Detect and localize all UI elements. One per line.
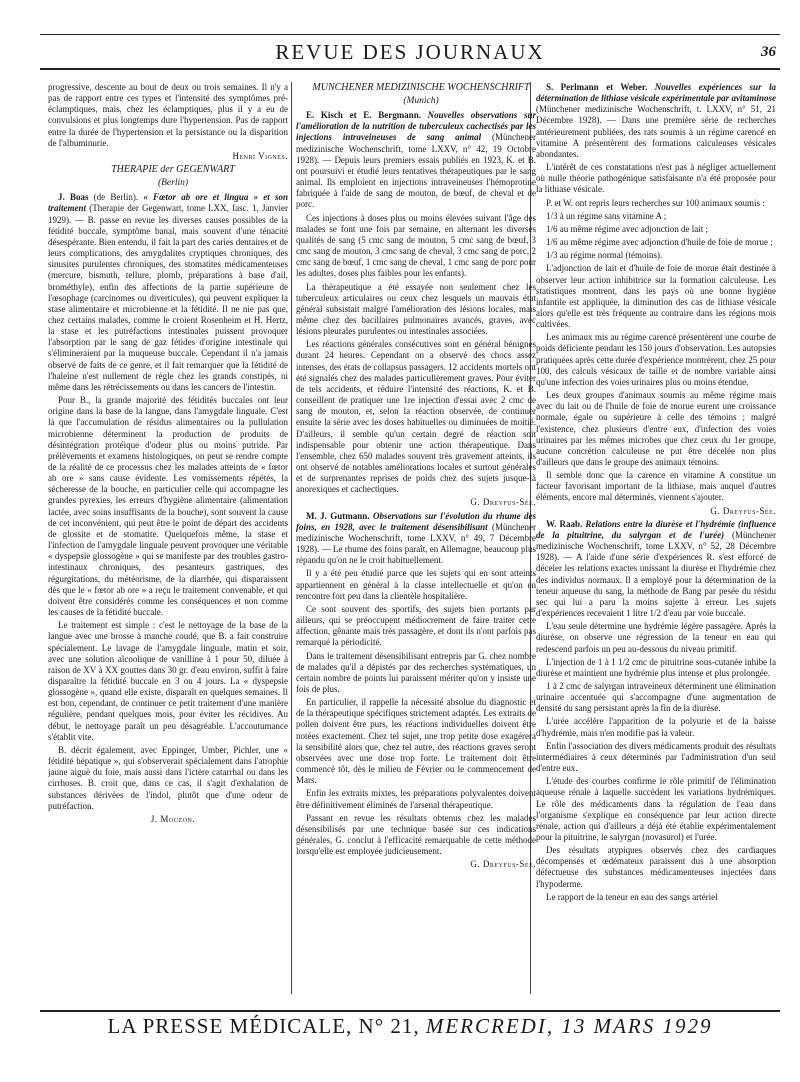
paragraph: En particulier, il rappelle la nécessité absolue du diagnostic et de la thérapeutique spécifiques strictement adaptés. Les extraits de pollen doivent être purs, les réactions individuelles doivent être notées exactement. Chez tel sujet, une trop petite dose exagérera la sensibilité alors que, chez tel autre, des réactions graves seront observées avec une dose trop forte. Le traitement doit être commencé tôt, dès le milieu de Février ou le commencement de Mars. (296, 697, 536, 786)
author-signature: Henri Vignes. (232, 150, 288, 161)
paragraph: Les animaux mis au régime carencé présentèrent une courbe de poids déficiente pendant les 150 jours d'observation. Les autopsies pratiquées après cette durée d'expérience montrèrent, chez 25 pour 100, des calculs vésicaux de taille et de nombre variable ainsi qu'une infection des voies urinaires plus ou moins étendue. (536, 332, 776, 387)
article-reference: (Münchener medizinische Wochenschrift, t. LXXV, n° 51, 21 Décembre 1928). — (536, 104, 776, 126)
article-reference: (Münchener medizinische Wochenschrift, tome LXXV, n° 52, 28 Décembre 1928). — (536, 529, 776, 563)
paragraph: L'injection de 1 à 1 1/2 cmc de pituitrine sous-cutanée inhibe la diurèse et maintient une hydrémie plus intense et plus prolongée. (536, 656, 776, 678)
article-header (536, 519, 776, 619)
journal-header (40, 38, 780, 70)
article-author: S. Perlmann et Weber. (546, 82, 648, 92)
paragraph: progressive, descente au bout de deux ou trois semaines. Il n'y a pas de rapport entre ces types et l'intensité des symptômes pré-éclamptiques, mais, chez les éclamptiques, plus il y a eu de convulsions et plus longtemps dure l'hypertension. Pas de rapport entre la durée de l'hypertension et la persistance ou la disparition de l'albuminurie. (48, 82, 288, 148)
paragraph: B. passe en revue les diverses causes possibles de la fétidité buccale, symptôme banal, mais souvent d'une ténacité désespérante. Bien entendu, il fait la part des caries dentaires et de leurs complications, des amygdalites cryptiques chroniques, des sinusites purulentes chroniques, des stomatites médicamenteuses (mercure, bismuth, tellure, plomb, préparations à base d'ail, brométhyle), enfin des affections de la partie supérieure de l'œsophage (carcinomes ou diverticules), qui peuvent expliquer la stase alimentaire et microbienne et la fétidité. Il ne nie pas que, chez certains malades, comme le croient Rosenheim et H. Hertz, la stase et les putréfactions intestinales puissent provoquer l'absorption par le sang de gaz fétides d'origine intestinale qui s'élimineraient par la muqueuse buccale. Cependant il n'a jamais observé de faits de ce genre, et il fait remarquer que la fétidité de l'haleine n'est nullement de règle chez les grands constipés, ni même dans les rétrécissements ou dans les cancers de l'intestin. (48, 214, 288, 392)
paragraph: Dans le traitement désensibilisant entrepris par G. chez nombre de malades qu'il a dépistés par des recherches systématiques, un certain nombre de points lui paraissent mériter qu'on y insiste une fois de plus. (296, 650, 536, 694)
paragraph: La thérapeutique a été essayée non seulement chez les tuberculeux articulaires ou ceux chez lesquels un mauvais état général subsistait malgré l'amélioration des lésions locales, mais même chez des bacillaires pulmonaires avancés, graves, avec lésions pleurales purulentes ou intestinales associées. (296, 281, 536, 337)
list-item: 1/6 au même régime avec adjonction de lait ; (546, 223, 708, 234)
article-header (536, 82, 776, 160)
article-reference: (Münchener medizinische Wochenschrift, tome LXXV, n° 42, 19 Octobre 1928). — (296, 132, 536, 165)
author-signature: G. Dreyfus-Sée. (470, 859, 536, 870)
list-item: 1/6 au même régime avec adjonction d'huile de foie de morue ; (546, 237, 773, 248)
list-item: 1/3 au régime normal (témoins). (546, 250, 663, 261)
page-footer (40, 1014, 780, 1039)
paragraph: Pour B., la grande majorité des fétidités buccales ont leur origine dans la base de la langue, dans l'amygdale linguale. C'est là que l'accumulation de résidus alimentaires ou la pullulation microbienne déterminent la production de produits de désintégration protéique d'odeur plus ou moins putride. Par prélèvements et examens histologiques, on peut se rendre compte de la réalité de ce processus chez les malades atteints de « fœtor ab ore » sans cause évidente. Les vomissements répétés, la sécheresse de la bouche, en particulier celle qui accompagne les grandes pyrexies, les erreurs d'hygiène alimentaire (alimentation lactée, avec soins insuffisants de la bouche), sont souvent la cause de cet inconvénient, qui peut être le point de départ des accidents de glossite et de stomatite. Quelquefois même, la stase et l'infection de l'amygdale linguale peuvent provoquer une véritable « dyspepsie glossogène » qui se manifeste par des troubles gastro-intestinaux chroniques, des pesanteurs gastriques, des régurgitations, du météorisme, de la diarrhée, qui disparaissent dès que le « fœtor ab ore » a reçu le traitement convenable, et qui doivent être considérés comme les conséquences et non comme les causes de la fétidité buccale. (48, 395, 288, 618)
paragraph: L'urée accélère l'apparition de la polyurie et de la baisse d'hydrémie, mais n'en modifie pas la valeur. (536, 716, 776, 738)
author-signature: J. Mouzon. (150, 813, 196, 824)
article-title: Relations entre la diurèse et l'hydrémie (influence de la pituitrine, du salyrgan et de l'urée) (536, 518, 776, 540)
article-title: « Fœtor ab ore et lingua » et son traitement (48, 192, 288, 214)
paragraph: Passant en revue les résultats obtenus chez les malades désensibilisés par une technique basée sur ces indications générales, G. conclut à l'efficacité remarquable de cette méthode lorsqu'elle est employée judicieusement. (296, 812, 536, 857)
paragraph: 1 à 2 cmc de salyrgan intraveineux déterminent une élimination urinaire accentuée qui s'accompagne d'une augmentation de densité du sang persistant après la fin de la diurèse. (536, 680, 776, 714)
article-reference: (Münchener medizinische Wochenschrift, tome LXXV, n° 49, 7 Décembre 1928). — (296, 521, 536, 555)
footer-issue-date: MERCREDI, 13 MARS 1929 (425, 1014, 713, 1038)
paragraph: Enfin l'association des divers médicaments produit des résultats intermédiaires à ceux déterminés par l'administration d'un seul d'entre eux. (536, 740, 776, 774)
paragraph: Ces injections à doses plus ou moins élevées suivant l'âge des malades se font une fois par semaine, en alternant les diverses qualités de sang (5 cmc sang de mouton, 5 cmc sang de bœuf, 3 cmc sang de mouton, 3 cmc sang de cheval, 3 cmc sang de porc, 2 cmc sang de bœuf, 1 cmc sang de cheval, 1 cmc sang de porc pour les adultes, doses plus faibles pour les enfants). (296, 212, 536, 279)
section-title: MÜNCHENER MEDIZINISCHE WOCHENSCHRIFT (312, 82, 530, 93)
page-number: 36 (761, 44, 776, 60)
footer-journal: LA PRESSE MÉDICALE, N° 21, (107, 1014, 420, 1038)
paragraph: B. décrit également, avec Eppinger, Umber, Pichler, une « fétidité hépatique », qui s'observerait spécialement dans l'atrophie jaune aiguë du foie, mais aussi dans l'ictère catarrhal ou dans les cirrhoses. B. croit que, dans ce cas, il s'agit d'exhalation de substances dérivées de l'indol, plutôt que d'une odeur de putréfaction. (48, 744, 288, 811)
paragraph: Les deux groupes d'animaux soumis au même régime mais avec du lait ou de l'huile de foie de morue eurent une croissance normale, égale ou supérieure à celle des témoins ; malgré l'existence, chez plusieurs d'entre eux, d'infection des voies urinaires par les mêmes microbes que chez ceux du 1er groupe, aucune concrétion calculeuse ne put être décelée non plus d'ailleurs que dans le groupe des animaux témoins. (536, 390, 776, 467)
paragraph: Dans une première série de recherches antérieurement publiées, des rats soumis à un régime carencé en vitamine A présentèrent des formations calculeuses vésicales abondantes. (536, 115, 776, 159)
footer-rule (40, 1010, 780, 1012)
paragraph: Le traitement est simple : c'est le nettoyage de la base de la langue avec une brosse à manche coudé, que B. a fait construire spécialement. Le lavage de l'amygdale linguale, matin et soir, avec une solution alcoolique de vanilline à 1 pour 50, diluée à raison de XV à XX gouttes dans 30 gr. d'eau environ, suffit à faire disparaître la fétidité buccale en 3 ou 4 jours. La « dyspepsie glossogène », quand elle existe, disparaît en quelques semaines. Il est bon, cependant, de continuer ce petit traitement d'une manière régulière, pendant quelques mois, pour éviter les récidives. Au début, le nettoyage paraît un peu désagréable. L'accoutumance s'établit vite. (48, 620, 288, 742)
article-author: E. Kisch et E. Bergmann. (306, 110, 421, 121)
paragraph: Il y a été peu étudié parce que les sujets qui en sont atteints appartiennent en général à la classe intellectuelle et qu'on en rencontre fort peu dans la clientèle hospitalière. (296, 568, 536, 601)
paragraph: Ce sont souvent des sportifs, des sujets bien portants par ailleurs, qui se préoccupent médiocrement de faire traiter cette affection, gênante mais très passagère, et dont ils n'ont parfois pas remarqué la périodicité. (296, 603, 536, 648)
paragraph: L'intérêt de ces constatations n'est pas à négliger actuellement où nulle théorie pathogénique satisfaisante n'a été proposée pour la lithiase vésicale. (536, 162, 776, 195)
author-signature: G. Dreyfus-Sée. (710, 505, 776, 516)
article-header (48, 192, 288, 393)
paragraph: L'adjonction de lait et d'huile de foie de morue était destinée à observer leur action inhibitrice sur la formation calculeuse. Les statistiques montrent, dans les pays où une bonne hygiène infantile est appliquée, la diminution des cas de lithiase vésicale alors qu'elle est très fréquente au contraire dans les régions mois cultivées. (536, 263, 776, 330)
author-location: (de Berlin). (88, 192, 144, 203)
paragraph: Il semble donc que la carence en vitamine A constitue un facteur favorisant important de la lithiase, mais auquel d'autres éléments, encore mal déterminés, viennent s'ajouter. (536, 470, 776, 503)
header-top-rule (40, 34, 780, 35)
article-author: W. Raab. (546, 518, 583, 529)
paragraph: Depuis leurs premiers essais publiés en 1923, K. et B. ont poursuivi et étudié leurs tentatives thérapeutiques par le sang animal. Ils emploient en injections intraveineuses l'hémoprotine fabriquée à l'aide de sang de mouton, de bœuf, de cheval et de porc. (296, 154, 536, 210)
article-header (296, 511, 536, 567)
journal-title: REVUE DES JOURNAUX (275, 40, 545, 64)
paragraph: Des résultats atypiques observés chez des cardiaques décompensés et œdémateux paraissent dus à une absorption défectueuse des substances médicamenteuses injectées dans l'hypoderme. (536, 845, 776, 889)
article-author: J. Boas (58, 192, 89, 203)
paragraph: L'eau seule détermine une hydrémie légère passagère. Après la diurèse, on observe une régression de la teneur en eau qui redescend parfois un peu au-dessous du niveau primitif. (536, 621, 776, 654)
paragraph: Les réactions générales consécutives sont en général bénignes durant 24 heures. Cependant on a observé des chocs assez intenses, des états de collapsus passagers. 12 accidents mortels ont été signalés chez des malades particulièrement graves. Pour éviter de tels accidents, et réduire l'intensité des réactions, K. et B. conseillent de pratiquer une 1re injection d'essai avec 2 cmc de sang de mouton, et, selon la réaction observée, de continuer ensuite la série avec les doses habituelles ou diminuées de moitié. D'ailleurs, il semble qu'un certain degré de réaction soit indispensable pour obtenir une action thérapeutique. Dans l'ensemble, chez 650 malades souvent très gravement atteints, ils ont observé de notables améliorations locales et surtout générales et de surprenantes reprises de poids chez des sujets jusque-là anorexiques et cachectiques. (296, 339, 536, 495)
section-title: THERAPIE der GEGENWART (111, 164, 235, 176)
article-title: Observations sur l'évolution du rhume des foins, en 1928, avec le traitement désensibilisant (296, 510, 536, 532)
paragraph: L'étude des courbes confirme le rôle primitif de l'élimination aqueuse rénale à laquelle succèdent les variations hydrémiques. Le rôle des médicaments dans la régulation de l'eau dans l'organisme s'explique en conséquence par leur action directe rénale, action qui d'ailleurs a déjà été établie expérimentalement pour la pituitrine, le salyrgan (novasurol) et l'urée. (536, 776, 776, 842)
article-header (296, 110, 536, 210)
author-signature: G. Dreyfus-Sée. (470, 497, 536, 508)
section-place: (Munich) (403, 96, 439, 107)
paragraph: Le rapport de la teneur en eau des sangs artériel (546, 891, 718, 902)
section-place: (Berlin) (157, 178, 189, 189)
article-title: Nouvelles expériences sur la détermination de lithiase vésicale expérimentale par avitaminose (536, 82, 776, 104)
article-author: M. J. Gutmann. (306, 510, 370, 521)
paragraph: Enfin les extraits mixtes, les préparations polyvalentes doivent être définitivement éliminés de l'arsenal thérapeutique. (296, 788, 536, 810)
article-title: Nouvelles observations sur l'amélioration de la nutrition de tuberculeux cachectisés par les injections intraveineuses de sang animal (296, 110, 536, 143)
article-reference: (Therapie der Gegenwart, tome LXX, fasc. 1, Janvier 1929). — (48, 203, 288, 225)
paragraph: Le rhume des foins paraît, en Allemagne, beaucoup plus répandu qu'on ne le croit habituellement. (296, 544, 536, 566)
paragraph: A l'aide d'une série d'expériences R. s'est efforcé de déceler les relations exactes unissant la diurèse et l'hydrémie chez des individus normaux. Il a employé pour la détermination de la teneur aqueuse du sang, la méthode de Bang par pesée du résidu sec qui lui a paru la moins sujette à erreur. Les sujets d'expériences recevaient 1 litre 1/2 d'eau par voie buccale. (536, 552, 776, 619)
paragraph: P. et W. ont repris leurs recherches sur 100 animaux soumis : (546, 197, 765, 208)
column-divider-left (291, 82, 292, 994)
list-item: 1/3 à un régime sans vitamine A ; (546, 210, 667, 221)
column-middle (296, 82, 536, 1002)
column-right (536, 82, 776, 1002)
column-left (48, 82, 288, 1002)
